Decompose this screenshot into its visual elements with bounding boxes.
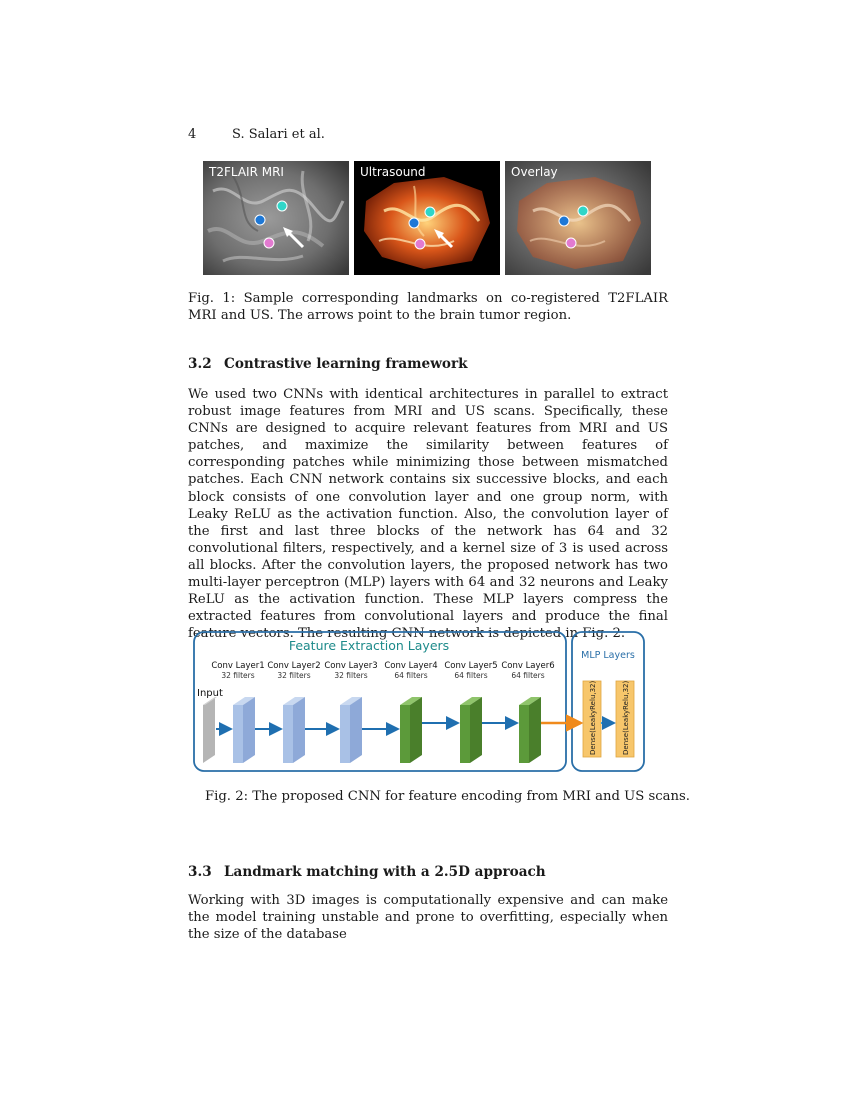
section-heading-3-2 (188, 356, 468, 372)
input-label: Input (197, 688, 223, 699)
cnn-architecture-diagram (193, 631, 645, 772)
figure-2 (193, 631, 645, 772)
conv-layer-3-filters: 32 filters (334, 671, 368, 680)
section-heading-3-3 (188, 864, 546, 880)
ultrasound-panel-label: Ultrasound (360, 165, 426, 179)
figure-2-caption: Fig. 2: The proposed CNN for feature encoding from MRI and US scans. (205, 789, 690, 804)
conv-layer-4-name: Conv Layer4 (384, 661, 438, 671)
conv-layer-5-filters: 64 filters (454, 671, 488, 680)
figure-1-caption: Fig. 1: Sample corresponding landmarks on co-registered T2FLAIR MRI and US. The arrows point to the brain tumor region. (188, 291, 668, 323)
mri-panel (203, 161, 349, 275)
section-number: 3.2 (188, 356, 212, 372)
author-running-head: S. Salari et al. (232, 127, 325, 142)
figure-1 (203, 161, 651, 275)
conv-layer-2-filters: 32 filters (277, 671, 311, 680)
conv-block-1 (233, 697, 255, 763)
mri-panel-label: T2FLAIR MRI (209, 165, 284, 179)
ultrasound-panel (354, 161, 500, 275)
section-title: Landmark matching with a 2.5D approach (224, 864, 546, 880)
feature-extraction-title: Feature Extraction Layers (288, 638, 450, 653)
section-title: Contrastive learning framework (224, 356, 468, 372)
section-number: 3.3 (188, 864, 212, 880)
page-number: 4 (188, 127, 197, 142)
conv-block-2 (283, 697, 305, 763)
overlay-panel (505, 161, 651, 275)
overlay-panel-label: Overlay (511, 165, 558, 179)
conv-block-5 (460, 697, 482, 763)
conv-layer-6-name: Conv Layer6 (501, 661, 555, 671)
conv-block-6 (519, 697, 541, 763)
section-3-2-paragraph: We used two CNNs with identical architectures in parallel to extract robust image features from MRI and US scans. Specifically, these CNNs are designed to acquire relevant features from MRI and US patches, and maximize the similarity between features of corresponding patches while minimizing those between mismatched patches. Each CNN network contains six successive blocks, and each block consists of one convolution layer and one group norm, with Leaky ReLU as the activation function. Also, the convolution layer of the first and last three blocks of the network has 64 and 32 convolutional filters, respectively, and a kernel size of 3 is used across all blocks. After the convolution layers, the proposed network has two multi-layer perceptron (MLP) layers with 64 and 32 neurons and Leaky ReLU as the activation function. These MLP layers compress the extracted features from convolutional layers and produce the final feature vectors. The resulting CNN network is depicted in Fig. 2. (188, 387, 668, 642)
mlp-title: MLP Layers (581, 650, 635, 661)
section-3-3-paragraph: Working with 3D images is computationally expensive and can make the model training unstable and prone to overfitting, especially when the size of the database (188, 893, 668, 943)
conv-layer-6-filters: 64 filters (511, 671, 545, 680)
dense-layer-1-label: Dense(LeakyRelu,32) (589, 680, 597, 755)
conv-layer-4-filters: 64 filters (394, 671, 428, 680)
conv-layer-1-name: Conv Layer1 (211, 661, 265, 671)
conv-layer-5-name: Conv Layer5 (444, 661, 498, 671)
conv-layer-1-filters: 32 filters (221, 671, 255, 680)
dense-layer-2-label: Dense(LeakyRelu,32) (622, 680, 630, 755)
conv-layer-2-name: Conv Layer2 (267, 661, 321, 671)
conv-block-4 (400, 697, 422, 763)
input-block (203, 697, 217, 763)
conv-block-3 (340, 697, 362, 763)
conv-layer-3-name: Conv Layer3 (324, 661, 378, 671)
